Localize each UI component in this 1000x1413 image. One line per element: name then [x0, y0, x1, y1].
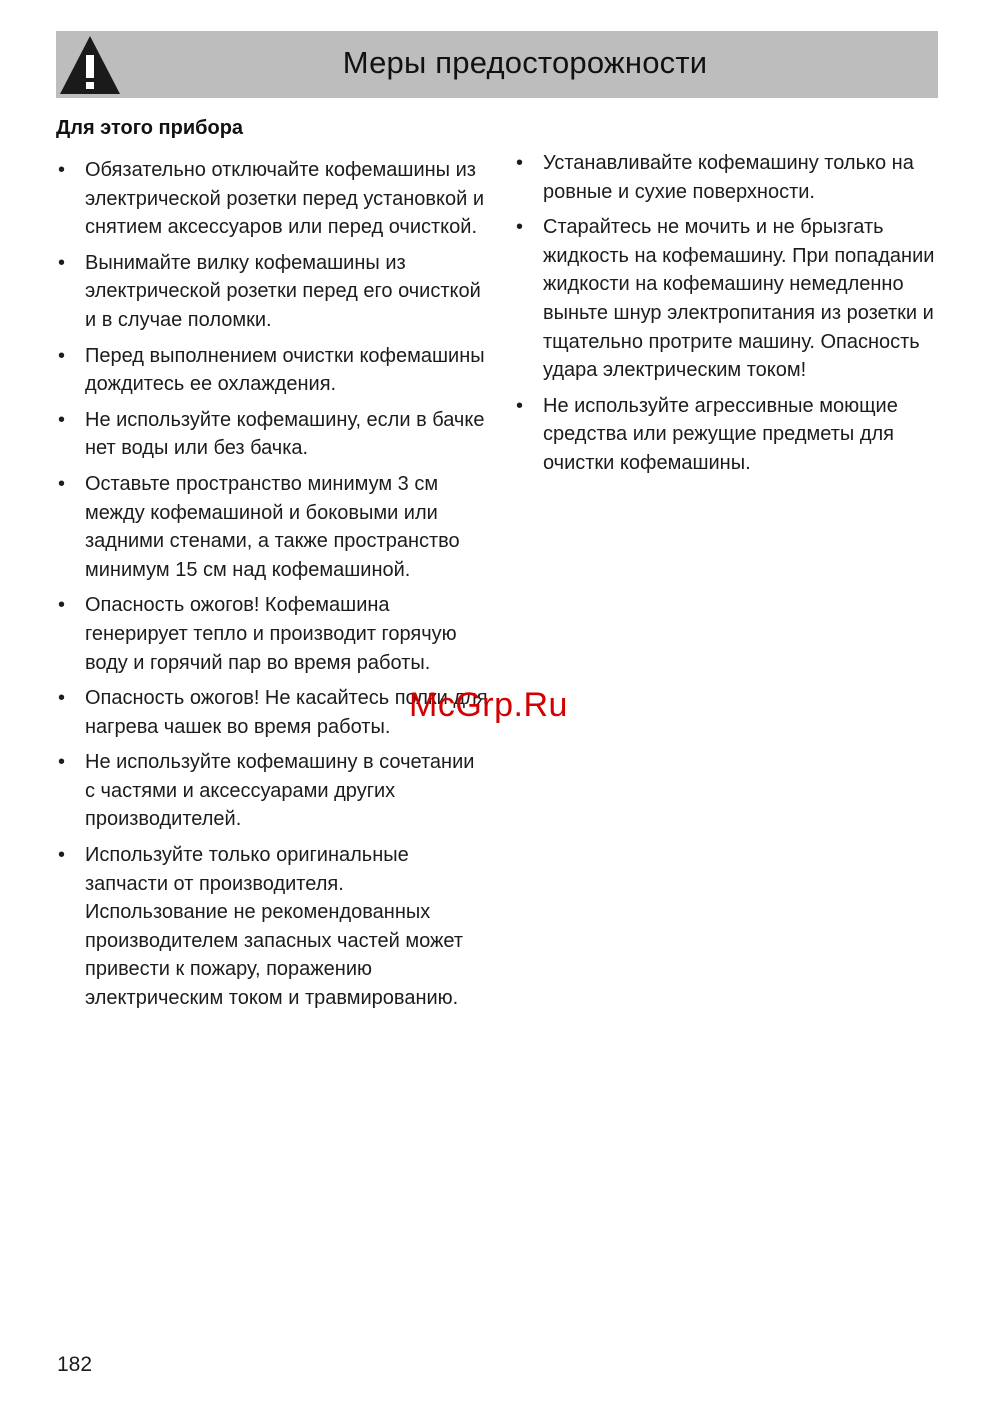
list-item	[58, 748, 488, 834]
bullet-icon: •	[58, 159, 66, 181]
list-item	[58, 470, 488, 584]
bullet-icon: •	[58, 408, 66, 431]
list-item-text: Не используйте агрессивные моющие средства или режущие предметы для очистки кофемашины.	[543, 394, 898, 474]
bullet-icon: •	[58, 594, 66, 617]
page-number: 182	[57, 1353, 93, 1376]
bullet-icon: •	[516, 216, 524, 239]
bullet-icon: •	[58, 751, 66, 774]
list-item-text: Используйте только оригинальные запчасти от производителя. Использование не рекомендованных производителем запасных частей может привести к пожару, поражению электрическим током и травмированию.	[85, 844, 464, 1010]
watermark-text: McGrp.Ru	[409, 686, 568, 724]
bullet-icon: •	[516, 394, 524, 417]
list-item-text: Обязательно отключайте кофемашины из электрической розетки перед установкой и снятием аксессуаров или перед очисткой.	[85, 159, 485, 239]
bullet-icon: •	[58, 844, 66, 867]
list-item-text: Оставьте пространство минимум 3 см между кофемашиной и боковыми или задними стенами, а также пространство минимум 15 см над кофемашиной.	[85, 472, 460, 581]
list-item-text: Не используйте кофемашину в сочетании с частями и аксессуарами других производителей.	[85, 751, 475, 831]
list-item-text: Устанавливайте кофемашину только на ровные и сухие поверхности.	[543, 152, 914, 203]
list-item	[58, 342, 488, 399]
bullet-icon: •	[58, 344, 66, 367]
list-item	[516, 213, 936, 385]
page-title: Меры предосторожности	[342, 45, 708, 80]
list-item	[58, 249, 488, 335]
list-item	[58, 841, 488, 1013]
bullet-icon: •	[58, 472, 66, 495]
list-item-text: Опасность ожогов! Кофемашина генерирует тепло и производит горячую воду и горячий пар во время работы.	[85, 594, 457, 674]
list-item	[58, 591, 488, 677]
bullet-icon: •	[58, 251, 66, 274]
list-item-text: Старайтесь не мочить и не брызгать жидкость на кофемашину. При попадании жидкости на кофемашину немедленно выньте шнур электропитания из розетки и тщательно протрите машину. Опасность удара электрическим током!	[543, 216, 935, 382]
list-item-text: Вынимайте вилку кофемашины из электрической розетки перед его очисткой и в случае поломки.	[85, 251, 481, 331]
bullet-icon: •	[516, 152, 524, 174]
section-heading: Для этого прибора	[56, 117, 244, 139]
list-item	[58, 406, 488, 463]
list-item	[516, 392, 936, 478]
list-item-text: Не используйте кофемашину, если в бачке нет воды или без бачка.	[85, 408, 485, 460]
precautions-list-right	[516, 149, 936, 485]
list-item-text: Перед выполнением очистки кофемашины дождитесь ее охлаждения.	[85, 344, 485, 396]
list-item-text: Опасность ожогов! Не касайтесь полки для нагрева чашек во время работы.	[85, 687, 488, 738]
bullet-icon: •	[58, 687, 66, 710]
list-item	[516, 149, 936, 206]
page-header	[56, 31, 938, 98]
precautions-list-left	[58, 156, 488, 1020]
list-item	[58, 156, 488, 242]
